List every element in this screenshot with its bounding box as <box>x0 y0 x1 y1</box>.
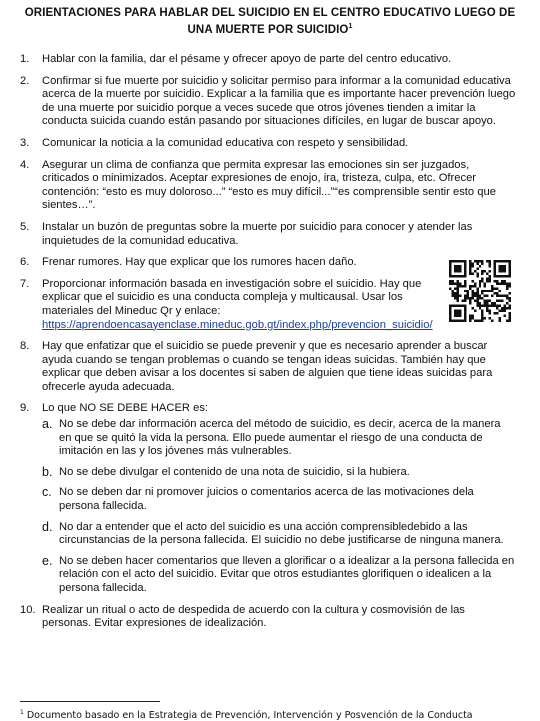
title-line-2-text: UNA MUERTE POR SUICIDIO <box>187 23 349 36</box>
sub-list-item <box>42 555 516 596</box>
item-number: 6. <box>20 256 30 269</box>
title-line-2 <box>20 20 520 37</box>
title-line-1: ORIENTACIONES PARA HABLAR DEL SUICIDIO EN EL CENTRO EDUCATIVO LUEGO DE <box>24 7 516 19</box>
qr-code-icon[interactable] <box>449 260 511 322</box>
item-number: 10. <box>20 603 36 616</box>
sub-item-text: No se deben hacer comentarios que lleven a glorificar o a idealizar a la persona fallecida en relación con el acto del suicidio. Evitar que otros estudiantes glorifiquen o idealicen a la persona fallecida. <box>59 554 515 594</box>
page-title <box>20 6 520 37</box>
sub-list-item <box>42 486 516 513</box>
sub-item-text: No se deben dar ni promover juicios o comentarios acerca de las motivaciones dela persona fallecida. <box>59 486 474 513</box>
item-number: 4. <box>20 158 30 171</box>
item-text: Hay que enfatizar que el suicidio se puede prevenir y que es necesario aprender a buscar ayuda cuando se tengan problemas o cuando se tengan ideas suicidas. También hay que explicar que deben avisar a los docentes si saben de alguien que tiene ideas suicidas para ofrecerle ayuda adecuada. <box>42 340 493 393</box>
item-number: 7. <box>20 277 30 290</box>
list-item <box>20 53 516 67</box>
item-text: Realizar un ritual o acto de despedida de acuerdo con la cultura y cosmovisión de las personas. Evitar expresiones de idealización. <box>42 603 465 630</box>
sub-item-text: No dar a entender que el acto del suicidio es una acción comprensibledebido a las circunstancias de la persona fallecida. El suicidio no debe justificarse de ninguna manera. <box>59 520 504 547</box>
footnote <box>20 707 530 721</box>
sub-item-letter: d. <box>42 519 53 534</box>
list-item <box>20 159 516 213</box>
sub-item-letter: b. <box>42 464 53 479</box>
list-item <box>20 137 516 151</box>
item-text: Instalar un buzón de preguntas sobre la muerte por suicidio para conocer y atender las inquietudes de la comunidad educativa. <box>42 220 473 247</box>
item-number: 9. <box>20 402 30 415</box>
sub-list-item <box>42 521 516 548</box>
list-item <box>20 278 516 332</box>
item-number: 2. <box>20 74 30 87</box>
sub-list-item <box>42 466 516 480</box>
item-text: Comunicar la noticia a la comunidad educativa con respeto y sensibilidad. <box>42 136 409 149</box>
sub-item-text: No se debe divulgar el contenido de una nota de suicidio, si la hubiera. <box>59 465 410 478</box>
list-item <box>20 221 516 248</box>
item-number: 8. <box>20 340 30 353</box>
list-item <box>20 75 516 129</box>
sub-item-letter: c. <box>42 485 52 500</box>
item-text: Hablar con la familia, dar el pésame y ofrecer apoyo de parte del centro educativo. <box>42 53 452 65</box>
sub-item-letter: e. <box>42 553 53 568</box>
list-item <box>20 402 516 595</box>
sub-item-letter: a. <box>42 417 53 432</box>
item-text: Confirmar si fue muerte por suicidio y solicitar permiso para informar a la comunidad educativa acerca de la muerte por suicidio. Explicar a la familia que es importante hacer prevención luego de una muerte por suicidio porque a veces sucede que otros jóvenes tienden a imitar la conducta suicida cuando están pasando por situaciones difíciles, en lugar de buscar apoyo. <box>42 74 516 128</box>
item-number: 1. <box>20 53 30 65</box>
item-text: Frenar rumores. Hay que explicar que los rumores hacen daño. <box>42 256 357 269</box>
list-item <box>20 604 516 631</box>
list-item <box>20 340 516 394</box>
sub-list <box>42 418 516 596</box>
item-number: 3. <box>20 136 30 149</box>
footnote-number: 1 <box>20 709 24 716</box>
sub-item-text: No se debe dar información acerca del método de suicidio, es decir, acerca de la manera en que se quitó la vida la persona. Ello puede aumentar el riesgo de una conducta de imitación en las y los jóvenes más vulnerables. <box>59 418 501 458</box>
footnote-divider <box>20 701 160 702</box>
item-text: Proporcionar información basada en investigación sobre el suicidio. Hay que explicar que el suicidio es una conducta compleja y multicausal. Usar los materiales del Mineduc Qr y enlace: <box>42 277 422 317</box>
resource-link[interactable]: https://aprendoencasayenclase.mineduc.gob.gt/index.php/prevencion_suicidio/ <box>42 318 433 331</box>
guidelines-list <box>20 53 516 639</box>
footnote-text: Documento basado en la Estrategia de Prevención, Intervención y Posvención de la Conducta <box>26 710 473 721</box>
item-text: Lo que NO SE DEBE HACER es: <box>42 402 209 415</box>
title-footnote-ref: 1 <box>348 23 353 30</box>
item-text: Asegurar un clima de confianza que permita expresar las emociones sin ser juzgados, criticados o minimizados. Aceptar expresiones de enojo, ira, tristeza, culpa, etc. Ofrecer contención: “esto es muy doloroso...” “esto es muy difícil...”“es comprensible sentir esto que sientes…”. <box>42 158 496 212</box>
item-number: 5. <box>20 220 30 233</box>
sub-list-item <box>42 418 516 459</box>
list-item <box>20 256 516 270</box>
